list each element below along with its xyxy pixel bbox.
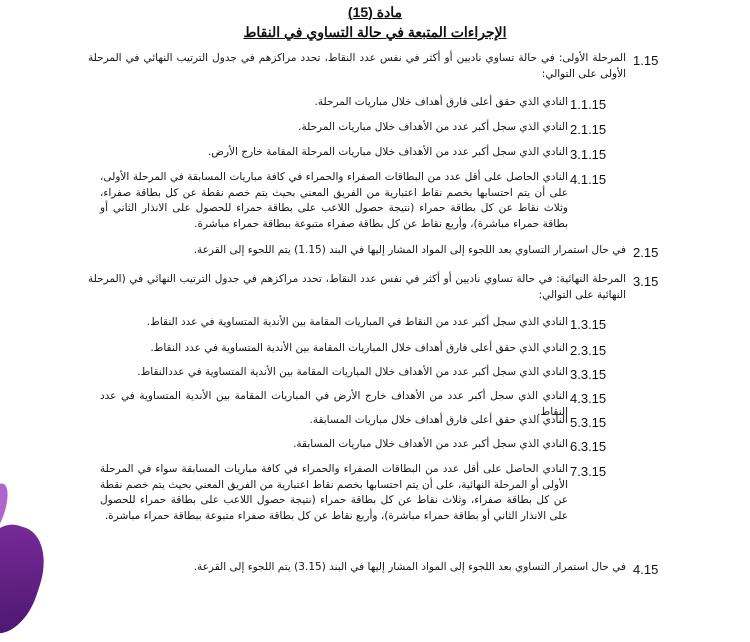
clause-text: في حال استمرار التساوي بعد اللجوء إلى المواد المشار إليها في البند (1.15) يتم اللجوء إلى القرعة. [193,244,626,256]
clause-text: النادي الحاصل على أقل عدد من البطاقات الصفراء والحمراء في كافة مباريات المسابقة في المرحلة الأولى، على أن يتم احتسابها بخصم نقاط اعتبارية من الفريق المعني بحيث يتم خصم نقطة عن كل بطاقة صفراء، وثلاث نقاط عن كل بطاقة حمراء (نتيجة حصول اللاعب على بطاقة حمراء للحصول على الانذار الثاني أو بطاقة حمراء مباشرة)، وأربع نقاط عن كل بطاقة صفراء متبوعة ببطاقة حمراء مباشرة. [100,171,568,230]
article-title: مادة (15) [347,4,403,20]
clause-text: النادي الذي حقق أعلى فارق أهداف خلال مباريات المرحلة. [314,96,568,108]
clause-number: 1.1.15 [570,97,607,112]
clause-text: النادي الذي سجل أكبر عدد من الأهداف خلال مباريات المرحلة المقامة خارج الأرض. [207,146,568,158]
clause-text: النادي الذي سجل أكبر عدد من الأهداف خارج الأرض في المباريات المقامة بين الأندية المتساوية في عدد النقاط. [100,390,568,418]
clause-number: 4.15 [633,562,659,577]
clause-text: النادي الحاصل على أقل عدد من البطاقات الصفراء والحمراء في كافة مباريات المسابقة سواء في المرحلة الأولى أو المرحلة النهائية، على أن يتم احتسابها بخصم نقاط اعتبارية من الفريق المعني بحيث يتم خصم نقطة عن كل بطاقة صفراء، وثلاث نقاط عن كل بطاقة حمراء (نتيجة حصول اللاعب على بطاقة حمراء للحصول على الانذار الثاني أو بطاقة حمراء مباشرة)، وأربع نقاط عن كل بطاقة صفراء متبوعة ببطاقة حمراء مباشرة. [100,463,568,522]
clause-number: 6.3.15 [570,439,607,454]
clause-number: 2.1.15 [570,122,607,137]
clause-text: النادي الذي سجل أكبر عدد من الأهداف خلال المباريات المقامة بين الأندية المتساوية في عددالنقاط. [137,366,568,378]
clause-text: المرحلة النهائية: في حالة تساوي ناديين أو أكثر في نفس عدد النقاط، تحدد مراكزهم في جدول الترتيب النهائي في (المرحلة النهائية على التوالي: [88,273,626,301]
clause-number: 1.15 [633,53,659,68]
clause-text: النادي الذي حقق أعلى فارق أهداف خلال مباريات المسابقة. [309,414,568,426]
clause-text: النادي الذي سجل أكبر عدد من النقاط في المباريات المقامة بين الأندية المتساوية في عدد النقاط. [146,316,568,328]
clause-text: النادي الذي سجل أكبر عدد من الأهداف خلال مباريات المسابقة. [293,438,568,450]
section-title: الإجراءات المتبعة في حالة التساوي في النقاط [243,24,507,40]
clause-number: 3.3.15 [570,367,607,382]
clause-number: 2.15 [633,245,659,260]
clause-number: 4.3.15 [570,391,607,406]
clause-number: 3.1.15 [570,147,607,162]
clause-number: 7.3.15 [570,464,607,479]
clause-number: 4.1.15 [570,172,607,187]
clause-number: 5.3.15 [570,415,607,430]
clause-text: النادي الذي سجل أكبر عدد من الأهداف خلال مباريات المرحلة. [298,121,568,133]
clause-number: 3.15 [633,274,659,289]
clause-text: المرحلة الأولى: في حالة تساوي ناديين أو أكثر في نفس عدد النقاط، تحدد مراكزهم في جدول الترتيب النهائي في المرحلة الأولى على التوالي: [88,52,626,80]
decorative-corner-shape [0,516,55,642]
clause-text: النادي الذي حقق أعلى فارق أهداف خلال المباريات المقامة بين الأندية المتساوية في عدد النقاط. [150,342,568,354]
clause-text: في حال استمرار التساوي بعد اللجوء إلى المواد المشار إليها في البند (3.15) يتم اللجوء إلى القرعة. [193,561,626,573]
clause-number: 2.3.15 [570,343,607,358]
clause-number: 1.3.15 [570,317,607,332]
